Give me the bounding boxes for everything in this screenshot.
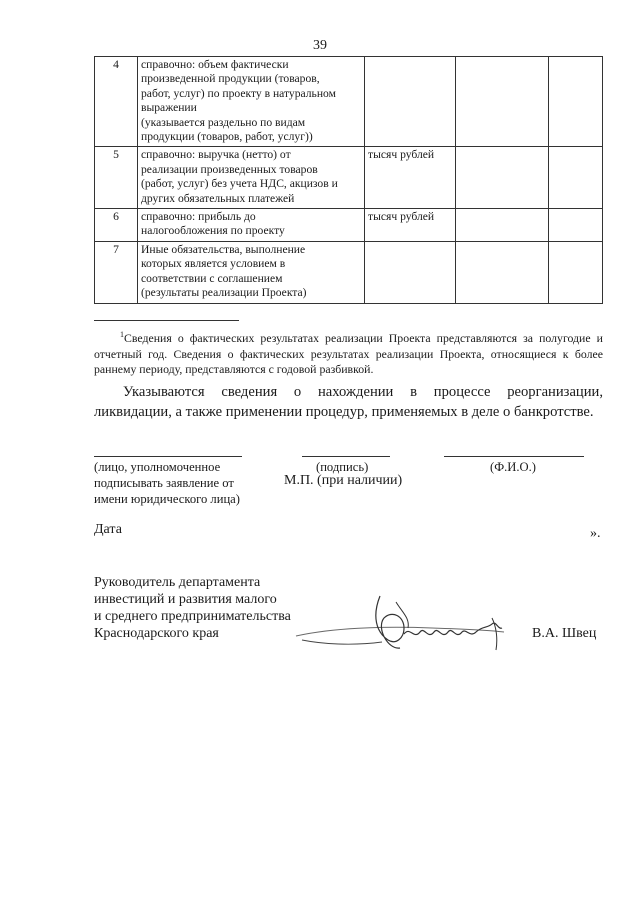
indicator-line: (результаты реализации Проекта) bbox=[141, 286, 307, 300]
indicator-line: которых является условием в bbox=[141, 257, 286, 271]
indicator-line: Иные обязательства, выполнение bbox=[141, 242, 306, 256]
indicator-cell bbox=[138, 241, 365, 303]
stamp-label: М.П. (при наличии) bbox=[284, 473, 403, 488]
indicator-line: других обязательных платежей bbox=[141, 191, 295, 205]
value-cell bbox=[456, 241, 549, 303]
person-label-line: подписывать заявление от bbox=[94, 476, 234, 490]
value-cell bbox=[549, 57, 603, 147]
footnote-marker: 1 bbox=[120, 330, 124, 339]
unit-cell bbox=[365, 241, 456, 303]
head-position-line: и среднего предпринимательства bbox=[94, 609, 291, 624]
row-number: 5 bbox=[95, 147, 138, 209]
table-row bbox=[95, 57, 603, 147]
indicator-line: справочно: прибыль до bbox=[141, 210, 256, 224]
value-cell bbox=[549, 147, 603, 209]
indicator-line: (работ, услуг) без учета НДС, акцизов и bbox=[141, 177, 338, 191]
head-name: В.А. Швец bbox=[532, 626, 597, 641]
row-number: 7 bbox=[95, 241, 138, 303]
signature-line bbox=[302, 456, 390, 457]
value-cell bbox=[549, 241, 603, 303]
indicator-line: выражении bbox=[141, 101, 197, 115]
unit-cell: тысяч рублей bbox=[365, 209, 456, 242]
person-signature-line bbox=[94, 456, 242, 457]
date-closing-quote: ». bbox=[590, 526, 601, 541]
indicator-line: соответствии с соглашением bbox=[141, 271, 283, 285]
date-label: Дата bbox=[94, 522, 122, 537]
indicator-line: продукции (товаров, работ, услуг)) bbox=[141, 130, 313, 144]
value-cell bbox=[549, 209, 603, 242]
footnote bbox=[94, 327, 603, 378]
value-cell bbox=[456, 147, 549, 209]
table-row bbox=[95, 209, 603, 242]
footnote-divider bbox=[94, 320, 239, 321]
indicator-line: работ, услуг) по проекту в натуральном bbox=[141, 86, 336, 100]
name-line bbox=[444, 456, 584, 457]
bankruptcy-notice: Указываются сведения о нахождении в процессе реорганизации, ликвидации, а также применении процедур, применяемых в деле о банкротстве. bbox=[94, 384, 603, 420]
page-number: 39 bbox=[313, 38, 327, 53]
handwritten-signature bbox=[292, 588, 522, 668]
value-cell bbox=[456, 57, 549, 147]
footnote-text: Сведения о фактических результатах реализации Проекта представляются за полугодие и отчетный год. Сведения о фактических результатах реализации Проекта, относящиеся к более раннему периоду, представляются с годовой разбивкой. bbox=[94, 330, 603, 377]
table-row bbox=[95, 241, 603, 303]
indicator-line: (указывается раздельно по видам bbox=[141, 115, 306, 129]
indicator-cell bbox=[138, 147, 365, 209]
row-number: 4 bbox=[95, 57, 138, 147]
person-label-line: имени юридического лица) bbox=[94, 492, 240, 506]
results-table bbox=[94, 56, 603, 304]
value-cell bbox=[456, 209, 549, 242]
unit-cell: тысяч рублей bbox=[365, 147, 456, 209]
indicator-cell bbox=[138, 57, 365, 147]
indicator-line: реализации произведенных товаров bbox=[141, 162, 318, 176]
head-position-line: Краснодарского края bbox=[94, 626, 219, 641]
indicator-cell bbox=[138, 209, 365, 242]
indicator-line: налогообложения по проекту bbox=[141, 224, 285, 238]
indicator-line: произведенной продукции (товаров, bbox=[141, 72, 320, 86]
table-row bbox=[95, 147, 603, 209]
row-number: 6 bbox=[95, 209, 138, 242]
indicator-line: справочно: объем фактически bbox=[141, 58, 289, 71]
signature-label: (подпись) bbox=[316, 460, 369, 474]
person-label bbox=[94, 459, 264, 507]
head-position-line: инвестиций и развития малого bbox=[94, 592, 277, 607]
unit-cell bbox=[365, 57, 456, 147]
name-label: (Ф.И.О.) bbox=[490, 460, 536, 474]
head-position-line: Руководитель департамента bbox=[94, 575, 261, 590]
person-label-line: (лицо, уполномоченное bbox=[94, 460, 221, 474]
indicator-line: справочно: выручка (нетто) от bbox=[141, 148, 291, 162]
